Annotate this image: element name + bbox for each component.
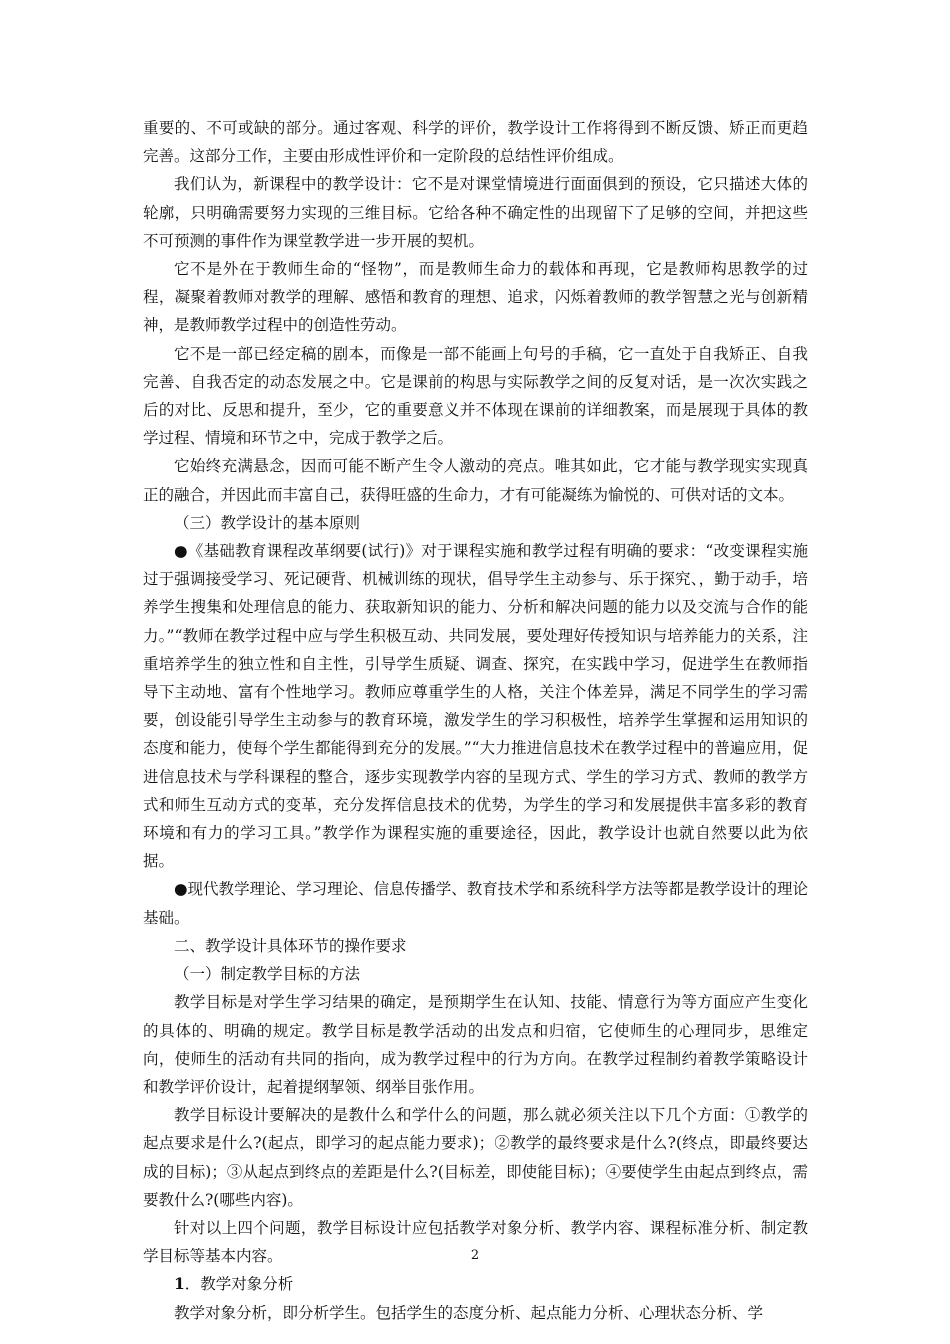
paragraph-curriculum-outline: ●《基础教育课程改革纲要(试行)》对于课程实施和教学过程有明确的要求：“改变课程实施过于强调接受学习、死记硬背、机械训练的现状，倡导学生主动参与、乐于探究、，勤于动手，培养学生搜集和处理信息的能力、获取新知识的能力、分析和解决问题的能力以及交流与合作的能力。”“教师在教学过程中应与学生积极互动、共同发展，要处理好传授知识与培养能力的关系，注重培养学生的独立性和自主性，引导学生质疑、调查、探究，在实践中学习，促进学生在教师指导下主动地、富有个性地学习。教师应尊重学生的人格，关注个体差异，满足不同学生的学习需要，创设能引导学生主动参与的教育环境，激发学生的学习积极性，培养学生掌握和运用知识的态度和能力，使每个学生都能得到充分的发展。”“大力推进信息技术在教学过程中的普遍应用，促进信息技术与学科课程的整合，逐步实现教学内容的呈现方式、学生的学习方式、教师的教学方式和师生互动方式的变革，充分发挥信息技术的优势，为学生的学习和发展提供丰富多彩的教育环境和有力的学习工具。”教学作为课程实施的重要途径，因此，教学设计也就自然要以此为依据。 (143, 542, 808, 871)
paragraph-theory-basis: ●现代教学理论、学习理论、信息传播学、教育技术学和系统科学方法等都是教学设计的理论基础。 (143, 880, 808, 927)
page-number: 2 (470, 1248, 480, 1263)
paragraph-objectives-questions: 教学目标设计要解决的是教什么和学什么的问题，那么就必须关注以下几个方面：①教学的起点要求是什么?(起点，即学习的起点能力要求)；②教学的最终要求是什么?(终点，即最终要达成的目标)；③从起点到终点的差距是什么?(目标差，即使能目标)；④要使学生由起点到终点，需要教什么?(哪些内容)。 (143, 1106, 808, 1209)
subheading-number: 1 (174, 1274, 185, 1294)
paragraph-objectives-content: 针对以上四个问题，教学目标设计应包括教学对象分析、教学内容、课程标准分析、制定教学目标等基本内容。 (143, 1218, 808, 1266)
paragraph-not-monster: 它不是外在于教师生命的“怪物”，而是教师生命力的载体和再现，它是教师构思教学的过程，凝聚着教师对教学的理解、感悟和教育的理想、追求，闪烁着教师的教学智慧之光与创新精神，是教师教学过程中的创造性劳动。 (143, 260, 808, 335)
paragraph-continued: 重要的、不可或缺的部分。通过客观、科学的评价，教学设计工作将得到不断反馈、矫正而更趋完善。这部分工作，主要由形成性评价和一定阶段的总结性评价组成。 (143, 119, 808, 166)
paragraph-suspense: 它始终充满悬念，因而可能不断产生令人激动的亮点。唯其如此，它才能与教学现实实现真正的融合，并因此而丰富自己，获得旺盛的生命力，才有可能凝练为愉悦的、可供对话的文本。 (143, 457, 808, 504)
subheading-text: ．教学对象分析 (184, 1275, 294, 1294)
paragraph-learner-analysis: 教学对象分析，即分析学生。包括学生的态度分析、起点能力分析、心理状态分析、学 (174, 1303, 764, 1322)
paragraph-new-curriculum: 我们认为，新课程中的教学设计：它不是对课堂情境进行面面俱到的预设，它只描述大体的轮廓，只明确需要努力实现的三维目标。它给各种不确定性的出现留下了足够的空间，并把这些不可预测的事件作为课堂教学进一步开展的契机。 (143, 175, 808, 250)
document-body (143, 114, 808, 1327)
section-heading-objectives-method: （一）制定教学目标的方法 (174, 965, 361, 984)
section-heading-principles: （三）教学设计的基本原则 (174, 513, 361, 532)
paragraph-not-script: 它不是一部已经定稿的剧本，而像是一部不能画上句号的手稿，它一直处于自我矫正、自我完善、自我否定的动态发展之中。它是课前的构思与实际教学之间的反复对话，是一次次实践之后的对比、反思和提升，至少，它的重要意义并不体现在课前的详细教案，而是展现于具体的教学过程、情境和环节之中，完成于教学之后。 (143, 344, 808, 448)
section-heading-operations: 二、教学设计具体环节的操作要求 (174, 936, 407, 955)
subheading-learner-analysis (143, 1270, 808, 1298)
paragraph-objectives-definition: 教学目标是对学生学习结果的确定，是预期学生在认知、技能、情意行为等方面应产生变化的具体的、明确的规定。教学目标是教学活动的出发点和归宿，它使师生的心理同步，思维定向，使师生的活动有共同的指向，成为教学过程中的行为方向。在教学过程制约着教学策略设计和教学评价设计，起着提纲挈领、纲举目张作用。 (143, 993, 808, 1096)
